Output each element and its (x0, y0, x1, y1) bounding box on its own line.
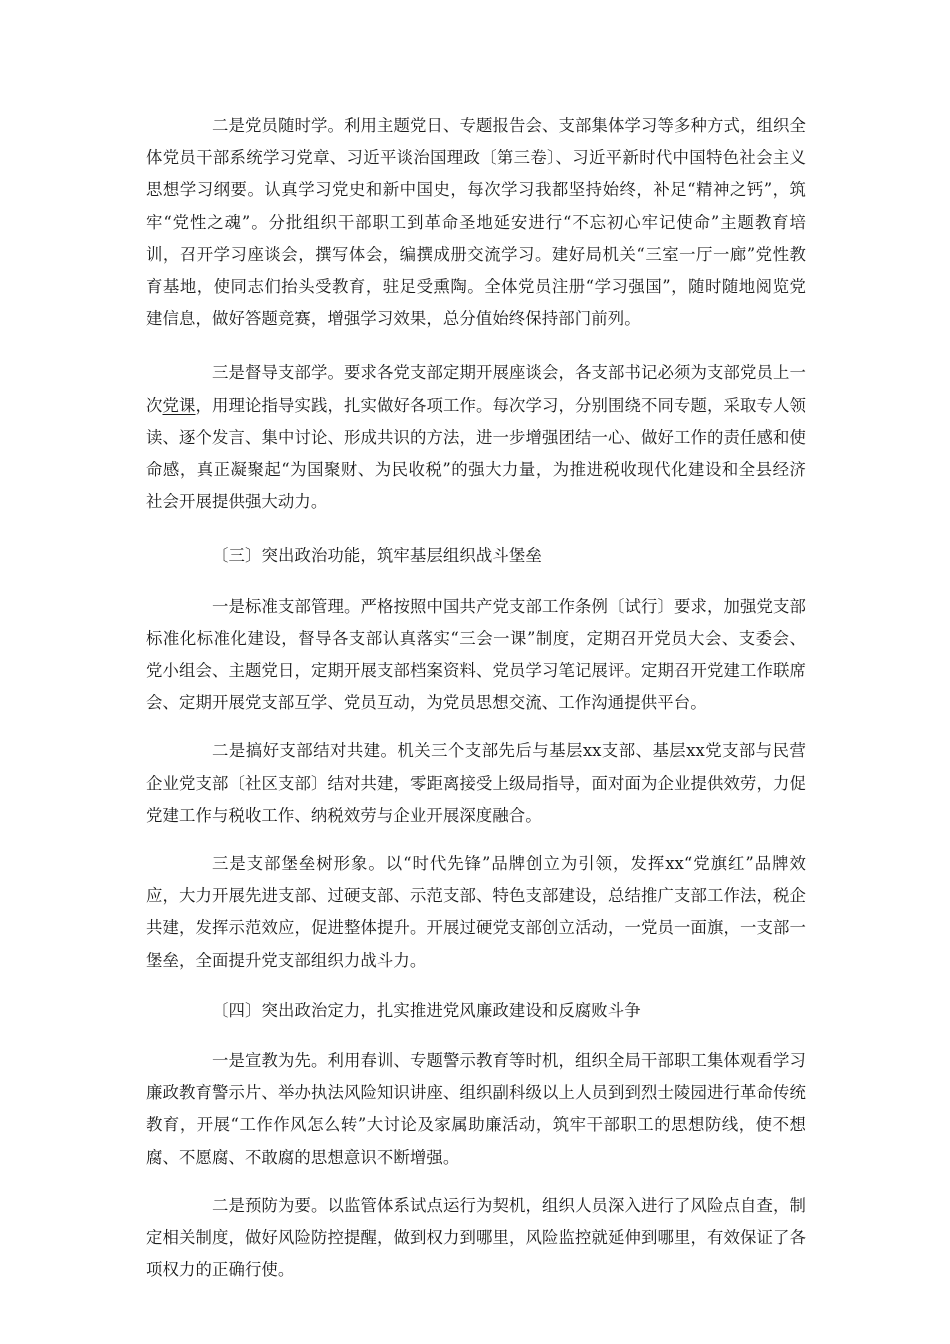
section-heading-3: 〔三〕突出政治功能，筑牢基层组织战斗堡垒 (212, 546, 542, 566)
paragraph-branch-pairing: 二是搞好支部结对共建。机关三个支部先后与基层xx支部、基层xx党支部与民营企业党支部〔社区支部〕结对共建，零距离接受上级局指导，面对面为企业提供效劳，力促党建工作与税收工作、纳税效劳与企业开展深度融合。 (146, 741, 806, 825)
section-heading-4: 〔四〕突出政治定力，扎实推进党风廉政建设和反腐败斗争 (212, 1000, 641, 1020)
paragraph-party-member-study: 二是党员随时学。利用主题党日、专题报告会、支部集体学习等多种方式，组织全体党员干部系统学习党章、习近平谈治国理政〔第三卷〕、习近平新时代中国特色社会主义思想学习纲要。认真学习党史和新中国史，每次学习我都坚持始终，补足“精神之钙”，筑牢“党性之魂”。分批组织干部职工到革命圣地延安进行“不忘初心牢记使命”主题教育培训，召开学习座谈会，撰写体会，编撰成册交流学习。建好局机关“三室一厅一廊”党性教育基地，使同志们抬头受教育，驻足受熏陶。全体党员注册“学习强国”，随时随地阅览党建信息，做好答题竞赛，增强学习效果，总分值始终保持部门前列。 (146, 116, 806, 329)
document-page (146, 110, 806, 1287)
paragraph-branch-study-part-a: 三是督导支部学。要求各党支部定期开展座谈会，各支部书记必须为支部党员上一次 (146, 363, 806, 415)
paragraph-branch-image: 三是支部堡垒树形象。以“时代先锋”品牌创立为引领，发挥xx“党旗红”品牌效应，大力开展先进支部、过硬支部、示范支部、特色支部建设，总结推广支部工作法，税企共建，发挥示范效应，促进整体提升。开展过硬党支部创立活动，一党员一面旗，一支部一堡垒，全面提升党支部组织力战斗力。 (146, 854, 806, 970)
underlined-term-party-lecture: 党课 (162, 395, 196, 415)
paragraph-prevention: 二是预防为要。以监管体系试点运行为契机，组织人员深入进行了风险点自查，制定相关制度，做好风险防控提醒，做到权力到哪里，风险监控就延伸到哪里，有效保证了各项权力的正确行使。 (146, 1195, 806, 1280)
paragraph-education-first: 一是宣教为先。利用春训、专题警示教育等时机，组织全局干部职工集体观看学习廉政教育警示片、举办执法风险知识讲座、组织副科级以上人员到到烈士陵园进行革命传统教育，开展“工作作风怎么转”大讨论及家属助廉活动，筑牢干部职工的思想防线，使不想腐、不愿腐、不敢腐的思想意识不断增强。 (146, 1051, 806, 1167)
paragraph-branch-management: 一是标准支部管理。严格按照中国共产党支部工作条例〔试行〕要求，加强党支部标准化标准化建设，督导各支部认真落实“三会一课”制度，定期召开党员大会、支委会、党小组会、主题党日，定期开展支部档案资料、党员学习笔记展评。定期召开党建工作联席会、定期开展党支部互学、党员互动，为党员思想交流、工作沟通提供平台。 (146, 596, 806, 713)
paragraph-branch-study (146, 357, 806, 518)
paragraph-branch-study-part-b: ，用理论指导实践，扎实做好各项工作。每次学习，分别围绕不同专题，采取专人领读、逐个发言、集中讨论、形成共识的方法，进一步增强团结一心、做好工作的责任感和使命感，真正凝聚起“为国聚财、为民收税”的强大力量，为推进税收现代化建设和全县经济社会开展提供强大动力。 (146, 395, 806, 512)
